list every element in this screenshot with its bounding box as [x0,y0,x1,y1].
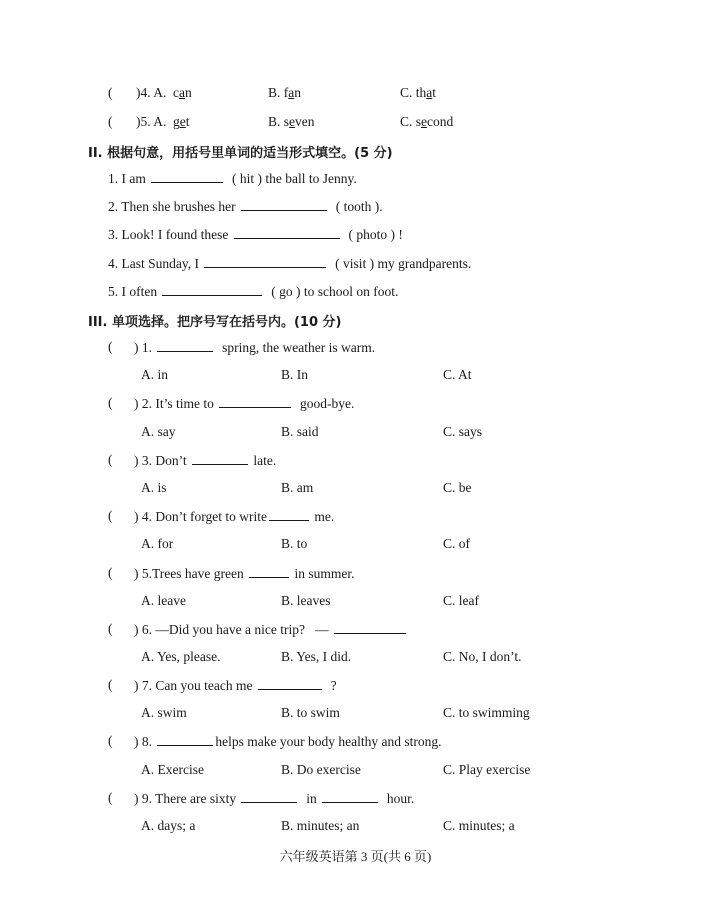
option-b[interactable]: B. am [281,480,314,495]
word-hint: ( hit ) [232,171,262,186]
dialogue-dash: — [315,622,329,637]
question-4 [134,508,334,525]
question-3 [134,452,276,469]
option-c[interactable]: C. says [443,424,483,439]
answer-paren[interactable]: ( [108,508,113,523]
question-9 [134,790,414,807]
option-c[interactable]: C. No, I don’t. [443,649,522,664]
option-c[interactable]: C. be [443,480,472,495]
question-stem: in summer. [294,566,355,581]
option-a: can [173,85,192,100]
question-stem: ) 1. [134,340,152,355]
answer-paren[interactable]: ( [108,452,113,467]
option-a: get [173,114,190,129]
question-number: )5. A. [136,114,167,129]
answer-blank[interactable] [192,452,248,465]
question-stem: spring, the weather is warm. [222,340,376,355]
option-b[interactable]: B. said [281,424,319,439]
question-stem: ? [330,678,337,693]
fill-item-5 [108,283,398,300]
question-stem: in [306,791,317,806]
option-b[interactable]: B. In [281,367,308,382]
item-text: 1. I am [108,171,146,186]
option-c[interactable]: C. leaf [443,593,479,608]
question-stem: ) 2. It’s time to [134,396,214,411]
fill-item-2 [108,198,383,215]
question-stem: ) 5.Trees have green [134,566,244,581]
option-b: B. seven [268,114,315,129]
fill-blank[interactable] [234,226,340,239]
question-number: )4. A. [136,85,167,100]
question-stem: hour. [386,791,415,806]
option-a[interactable]: A. days; a [141,818,196,833]
option-a[interactable]: A. for [141,536,174,551]
question-stem: ) 6. —Did you have a nice trip? [134,622,305,637]
page-footer: 六年级英语第 3 页(共 6 页) [279,849,432,864]
option-a[interactable]: A. is [141,480,167,495]
option-a[interactable]: A. leave [141,593,186,608]
option-c[interactable]: C. At [443,367,472,382]
option-a[interactable]: A. Yes, please. [141,649,221,664]
answer-paren[interactable]: ( [108,114,113,129]
answer-paren[interactable]: ( [108,733,113,748]
fill-blank[interactable] [204,255,326,268]
question-stem: ) 9. There are sixty [134,791,237,806]
option-c[interactable]: C. minutes; a [443,818,515,833]
fill-blank[interactable] [151,170,223,183]
answer-paren[interactable]: ( [108,677,113,692]
answer-blank[interactable] [322,790,378,803]
answer-blank[interactable] [157,733,213,746]
item-text: 3. Look! I found these [108,227,229,242]
fill-item-1 [108,170,357,187]
option-a[interactable]: A. Exercise [141,762,204,777]
fill-blank[interactable] [162,283,262,296]
question-stem: good-bye. [300,396,355,411]
question-stem: ) 7. Can you teach me [134,678,253,693]
answer-paren[interactable]: ( [108,339,113,354]
word-hint: ( photo ) ! [348,227,403,242]
item-text: the ball to Jenny. [265,171,357,186]
option-b[interactable]: B. Do exercise [281,762,361,777]
question-5 [134,565,354,582]
option-c[interactable]: C. Play exercise [443,762,531,777]
answer-paren[interactable]: ( [108,790,113,805]
question-6 [134,621,408,638]
answer-blank[interactable] [157,339,213,352]
word-hint: ( go ) [271,284,301,299]
option-c[interactable]: C. to swimming [443,705,530,720]
option-a[interactable]: A. say [141,424,176,439]
question-7 [134,677,337,694]
answer-paren[interactable]: ( [108,621,113,636]
option-c[interactable]: C. of [443,536,470,551]
question-1 [134,339,375,356]
answer-blank[interactable] [334,621,406,634]
answer-paren[interactable]: ( [108,565,113,580]
fill-item-3 [108,226,403,243]
question-stem: me. [314,509,335,524]
answer-paren[interactable]: ( [108,395,113,410]
question-stem: ) 4. Don’t forget to write [134,509,267,524]
option-c: C. second [400,114,454,129]
answer-paren[interactable]: ( [108,85,113,100]
question-stem: helps make your body healthy and strong. [215,734,442,749]
fill-blank[interactable] [241,198,327,211]
option-b[interactable]: B. to [281,536,308,551]
item-text: 5. I often [108,284,158,299]
item-text: 2. Then she brushes her [108,199,236,214]
option-b[interactable]: B. to swim [281,705,340,720]
answer-blank[interactable] [241,790,297,803]
option-c: C. that [400,85,437,100]
word-hint: ( visit ) [335,256,375,271]
answer-blank[interactable] [249,565,289,578]
section-2-heading: II. 根据句意，用括号里单词的适当形式填空。(5 分) [88,146,393,161]
option-b: B. fan [268,85,301,100]
question-8 [134,733,441,750]
option-b[interactable]: B. minutes; an [281,818,360,833]
answer-blank[interactable] [269,508,309,521]
question-stem: ) 8. [134,734,152,749]
option-a[interactable]: A. swim [141,705,187,720]
fill-item-4 [108,255,471,272]
option-b[interactable]: B. Yes, I did. [281,649,352,664]
option-b[interactable]: B. leaves [281,593,331,608]
option-a[interactable]: A. in [141,367,168,382]
item-text: 4. Last Sunday, I [108,256,199,271]
word-hint: ( tooth ). [335,199,383,214]
section-3-heading: III. 单项选择。把序号写在括号内。(10 分) [88,315,342,330]
question-stem: late. [253,453,277,468]
question-stem: ) 3. Don’t [134,453,187,468]
question-2 [134,395,354,412]
answer-blank[interactable] [258,677,322,690]
answer-blank[interactable] [219,395,291,408]
item-text: to school on foot. [303,284,399,299]
item-text: my grandparents. [377,256,472,271]
